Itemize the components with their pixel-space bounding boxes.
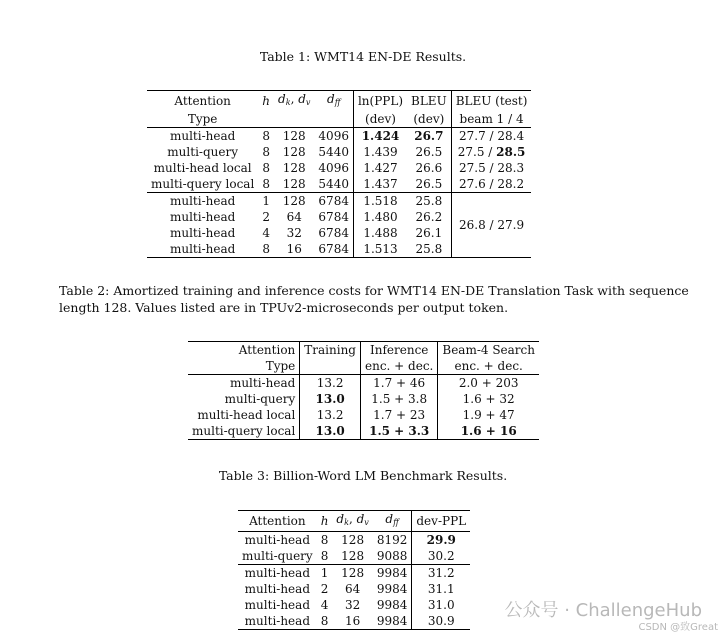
- table2-caption: Table 2: Amortized training and inference costs for WMT14 EN-DE Translation Task with sequence length 128. Values listed are in TPUv2-microseconds per output token.: [59, 283, 689, 315]
- t2-h-encdec1: enc. + dec.: [361, 358, 438, 375]
- table3-caption: Table 3: Billion-Word LM Benchmark Results.: [218, 468, 508, 483]
- table-row: multi-head 4 32 6784 1.488 26.1: [147, 225, 531, 241]
- table-row: multi-head 2 64 9984 31.1: [244, 582, 455, 596]
- table-row: multi-head 8 16 9984 30.9: [238, 613, 470, 630]
- t2-h-encdec2: enc. + dec.: [454, 359, 523, 373]
- t1-h-dev2: (dev): [407, 111, 451, 128]
- t3-h-dff: $d_{ff}$: [373, 511, 412, 532]
- table3: [238, 510, 470, 630]
- t1-h-bleutest: BLEU (test): [455, 94, 528, 108]
- t2-h-beam: Beam-4 Search: [442, 343, 535, 357]
- t2-h-inference: Inference: [361, 342, 438, 359]
- table-row: multi-head 4 32 9984 31.0: [244, 598, 455, 612]
- t1-h-lnppl: ln(PPL): [357, 94, 404, 108]
- table-row: multi-query 13.0 1.5 + 3.8 1.6 + 32: [188, 391, 539, 407]
- table-row: multi-head local 13.2 1.7 + 23 1.9 + 47: [188, 407, 539, 423]
- table1: [147, 90, 531, 258]
- watermark: 公众号 · ChallengeHub: [504, 600, 702, 621]
- t1-h-beam: beam 1 / 4: [459, 112, 524, 126]
- table-row: multi-head 8 128 8192 29.9: [238, 532, 470, 549]
- t2-h-type: Type: [188, 358, 300, 375]
- table-row: multi-head 13.2 1.7 + 46 2.0 + 203: [188, 375, 539, 392]
- table2: [188, 341, 539, 440]
- t1-h-bleu: BLEU: [407, 91, 451, 112]
- table-row: multi-query local 13.0 1.5 + 3.3 1.6 + 16: [188, 423, 539, 440]
- table-row: multi-head local 8 128 4096 1.427 26.6 27.5 / 28.3: [153, 161, 525, 175]
- t1-h-dff: $d_{ff}$: [314, 91, 353, 112]
- t2-h-attn: Attention: [188, 342, 300, 359]
- t1-h-dkdv: $d_k$, $d_v$: [278, 92, 311, 107]
- t1-h-h: h: [262, 94, 271, 108]
- t3-h-dkdv: $d_k$, $d_v$: [336, 512, 369, 527]
- table-row: multi-head 1 128 9984 31.2: [238, 565, 470, 582]
- t1-h-attn: Attention: [174, 94, 231, 108]
- t1-h-type: Type: [187, 112, 218, 126]
- table-row: multi-query 8 128 9088 30.2: [242, 549, 455, 563]
- table-row: multi-head 1 128 6784 1.518 25.8 26.8 / 27.9: [147, 193, 531, 210]
- table-row: multi-query 8 128 5440 1.439 26.5 27.5 / 28.5: [167, 145, 526, 159]
- table1-caption: Table 1: WMT14 EN-DE Results.: [259, 49, 467, 64]
- table-row: multi-query local 8 128 5440 1.437 26.5 27.6 / 28.2: [151, 177, 525, 191]
- t3-h-devppl: dev-PPL: [416, 514, 467, 528]
- t3-h-attn: Attention: [249, 514, 306, 528]
- t1-h-dev1: (dev): [365, 112, 396, 126]
- t2-h-training: Training: [300, 342, 361, 359]
- t1-merged-test: 26.8 / 27.9: [451, 193, 531, 258]
- table-row: multi-head 2 64 6784 1.480 26.2: [147, 209, 531, 225]
- table-row: multi-head 8 128 4096 1.424 26.7 27.7 / 28.4: [147, 128, 531, 145]
- t3-h-h: h: [320, 514, 329, 528]
- table-row: multi-head 8 16 6784 1.513 25.8: [147, 241, 531, 258]
- watermark-sub: CSDN @致Great: [638, 622, 718, 633]
